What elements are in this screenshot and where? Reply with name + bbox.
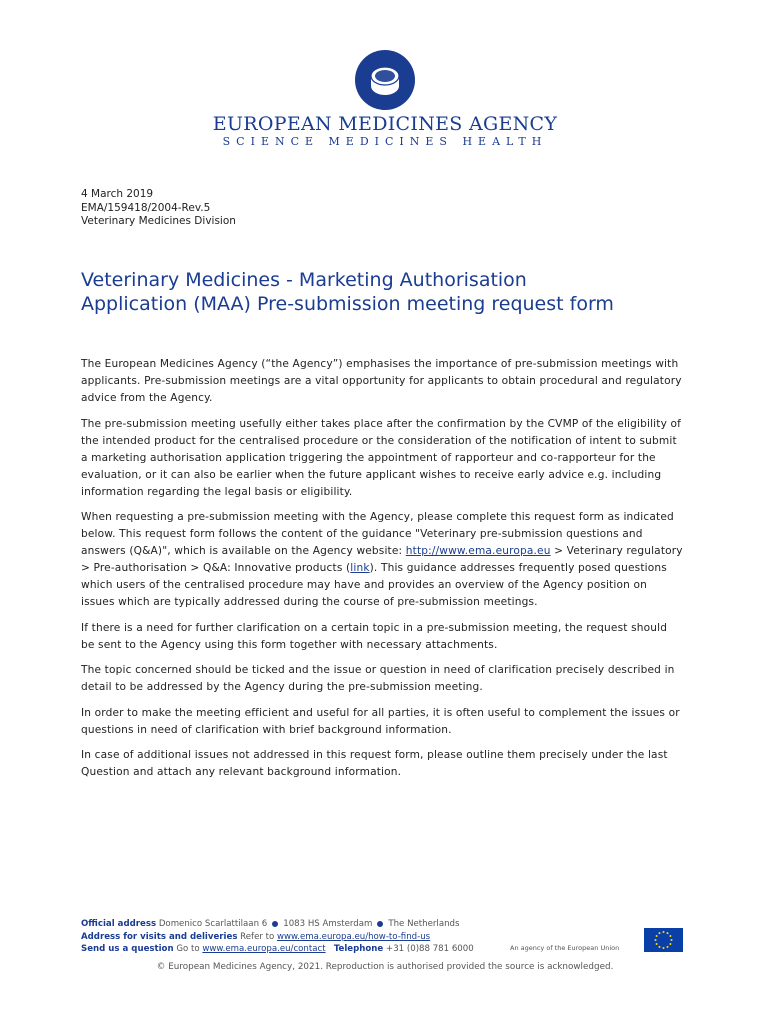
paragraph-2: The pre-submission meeting usefully either takes place after the confirmation by the CVMP of the eligibility of the intended product for the centralised procedure or the consideration of the notification of intent to submit a marketing authorisation application triggering the appointment of rapporteur and co-rapporteur for the evaluation, or it can also be earlier when the future applicant wishes to receive early advice e.g. including information regarding the legal basis or eligibility.: [81, 417, 682, 498]
visits-address: [81, 931, 691, 944]
official-address-label: Official address: [81, 919, 157, 929]
document-reference: EMA/159418/2004-Rev.5: [81, 201, 211, 214]
document-division: Veterinary Medicines Division: [81, 215, 236, 227]
paragraph-3-part-a: When requesting a pre-submission meeting with the Agency, please complete this request form as indicated below. This request form follows the content of the guidance "Veterinary pre-submission questions and answers (Q&A)", which is available on the Agency website:: [81, 511, 674, 557]
visits-label: Address for visits and deliveries: [81, 931, 238, 942]
document-date: 4 March 2019: [81, 188, 154, 200]
paragraph-4: If there is a need for further clarification on a certain topic in a pre-submission meeting, the request should be sent to the Agency using this form together with necessary attachments.: [81, 621, 668, 651]
paragraph-3-part-b: > Veterinary regulatory > Pre-authorisation > Q&A: Innovative products (: [81, 545, 683, 574]
eu-agency-note: An agency of the European Union: [510, 944, 620, 952]
telephone-number: +31 (0)88 781 6000: [386, 944, 474, 954]
separator-dot-icon: [272, 921, 278, 927]
how-to-find-us-link[interactable]: www.ema.europa.eu/how-to-find-us: [276, 931, 431, 942]
ema-logo-icon: [355, 50, 415, 110]
title-line-2: Application (MAA) Pre-submission meeting request form: [81, 293, 614, 315]
contact-link[interactable]: www.ema.europa.eu/contact: [202, 944, 326, 954]
address-city: 1083 HS Amsterdam: [283, 919, 373, 929]
visits-text: Refer to: [240, 931, 275, 942]
separator-dot-icon: [377, 921, 383, 927]
qa-guidance-link[interactable]: link: [350, 562, 370, 574]
agency-tagline: SCIENCE MEDICINES HEALTH: [222, 135, 548, 148]
paragraph-1: The European Medicines Agency (“the Agency”) emphasises the importance of pre-submission meetings with applicants. Pre-submission meetings are a vital opportunity for applicants to obtain procedural and regulatory advice from the Agency.: [81, 358, 682, 404]
copyright-notice: © European Medicines Agency, 2021. Reproduction is authorised provided the source is acknowledged.: [156, 962, 614, 972]
question-label: Send us a question: [81, 944, 174, 954]
paragraph-3: [81, 509, 684, 611]
document-meta: [81, 188, 236, 229]
official-address: [81, 918, 691, 931]
page-title: [81, 268, 701, 316]
address-country: The Netherlands: [388, 919, 460, 929]
paragraph-6: In order to make the meeting efficient and useful for all parties, it is often useful to complement the issues or questions in need of clarification with brief background information.: [81, 706, 680, 736]
ema-website-link[interactable]: http://www.ema.europa.eu: [405, 545, 551, 557]
ema-logo: [0, 50, 770, 110]
document-body: [81, 356, 684, 790]
telephone-label: Telephone: [333, 944, 384, 954]
address-street: Domenico Scarlattilaan 6: [158, 919, 268, 929]
title-line-1: Veterinary Medicines - Marketing Authorisation: [81, 269, 527, 291]
paragraph-3-part-c: ). This guidance addresses frequently posed questions which users of the centralised procedure may have and provides an overview of the Agency position on issues which are typically addressed during the course of pre-submission meetings.: [81, 562, 667, 608]
question-text: Go to: [176, 944, 200, 954]
paragraph-7: In case of additional issues not addressed in this request form, please outline them precisely under the last Question and attach any relevant background information.: [81, 749, 668, 778]
paragraph-5: The topic concerned should be ticked and the issue or question in need of clarification precisely described in detail to be addressed by the Agency during the pre-submission meeting.: [81, 664, 675, 693]
eu-flag-icon: [644, 928, 683, 952]
agency-name: EUROPEAN MEDICINES AGENCY: [212, 113, 558, 135]
